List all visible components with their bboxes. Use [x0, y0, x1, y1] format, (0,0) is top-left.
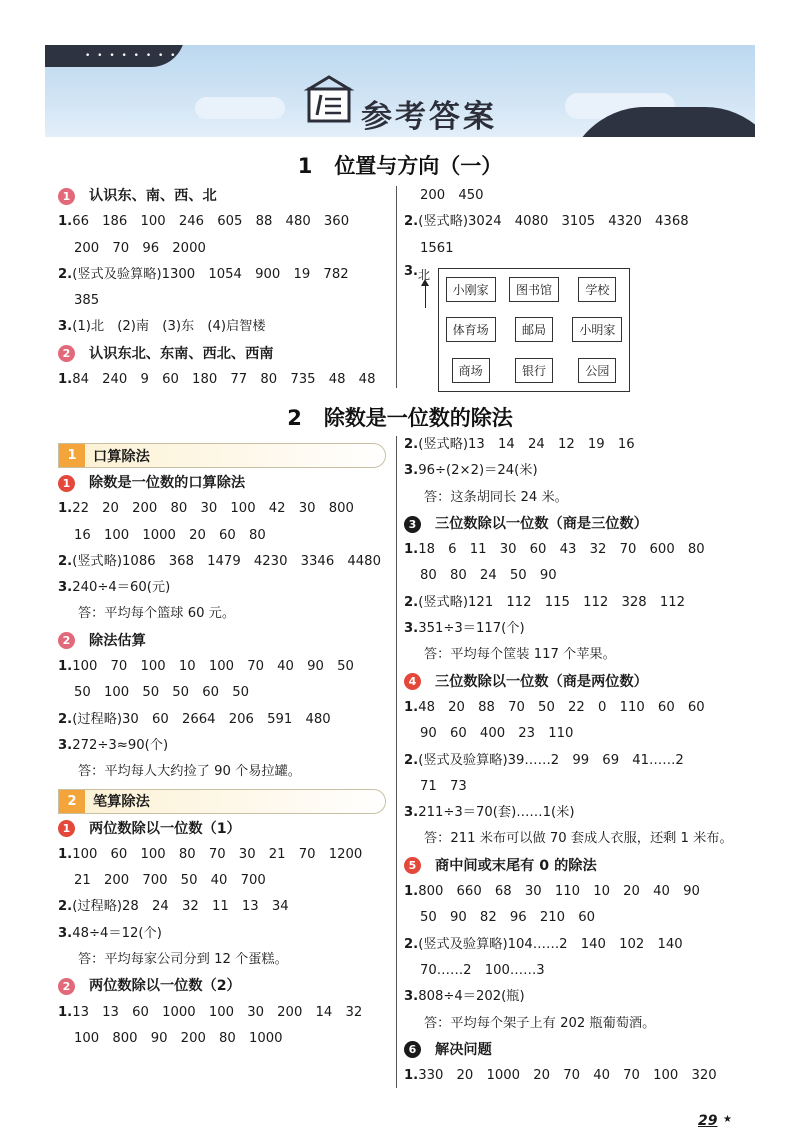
map-cell	[566, 350, 629, 391]
answer-line	[404, 209, 749, 235]
subsection-number-icon: 3	[404, 516, 421, 533]
question-number: 2.	[58, 266, 73, 282]
answer-text: 21 200 700 50 40 700	[74, 873, 266, 889]
question-number: 2.	[58, 711, 73, 727]
answer-line	[404, 721, 749, 747]
answer-line	[404, 879, 749, 905]
answer-line	[58, 523, 396, 549]
answer-line	[58, 654, 396, 680]
question-number: 1.	[404, 542, 419, 558]
answer-line	[404, 432, 749, 458]
subsection-heading	[404, 511, 749, 537]
answer-text: 800 660 68 30 110 10 20 40 90	[418, 884, 700, 900]
column-divider	[396, 186, 397, 388]
subsection-heading	[404, 1037, 749, 1063]
answer-text: (竖式略)121 112 115 112 328 112	[418, 594, 686, 610]
answer-line	[58, 367, 396, 393]
answer-text: 答：平均每个篮球 60 元。	[78, 606, 236, 622]
subsection-number-icon: 2	[58, 978, 75, 995]
north-label: 北	[418, 267, 431, 282]
subsection-heading	[404, 669, 749, 695]
answer-text: (竖式略)13 14 24 12 19 16	[418, 437, 635, 452]
chapter-2-title	[0, 402, 800, 432]
answer-line	[404, 905, 749, 931]
answer-line	[58, 549, 396, 575]
question-number: 3.	[404, 805, 419, 821]
subsection-number-icon: 4	[404, 673, 421, 690]
answer-text: 351÷3＝117(个)	[418, 621, 525, 637]
subsection-title: 两位数除以一位数（2）	[89, 978, 241, 995]
answer-line	[58, 575, 396, 601]
chapter-name: 除数是一位数的除法	[323, 406, 513, 430]
answer-line	[404, 616, 749, 642]
question-number: 1.	[58, 372, 73, 388]
banner-title: 参考答案	[361, 99, 497, 135]
answer-text: 答：211 米布可以做 70 套成人衣服，还剩 1 米布。	[424, 831, 733, 847]
page-number: 29	[698, 1113, 718, 1129]
answer-line	[404, 1063, 749, 1089]
answer-line	[404, 236, 749, 262]
question-number: 3.	[404, 989, 419, 1005]
question-number: 1.	[58, 214, 73, 230]
map-cell	[502, 310, 565, 351]
section-number: 2	[59, 790, 85, 813]
answer-sentence	[404, 1011, 749, 1037]
banner-dots-decoration: • • • • • • • •	[85, 51, 178, 61]
answer-sentence	[58, 759, 396, 785]
position-map	[404, 264, 749, 394]
question-number: 2.	[404, 437, 419, 452]
answer-text: (竖式略)1086 368 1479 4230 3346 4480	[72, 553, 381, 569]
answer-text: 330 20 1000 20 70 40 70 100 320	[418, 1068, 717, 1084]
answer-text: 211÷3＝70(套)……1(米)	[418, 805, 575, 821]
section-title: 笔算除法	[93, 794, 150, 811]
answer-text: (竖式略)3024 4080 3105 4320 4368	[418, 214, 689, 230]
question-number: 1.	[58, 501, 73, 517]
answer-line	[58, 680, 396, 706]
answer-line	[58, 209, 396, 235]
answer-text: 答：平均每个架子上有 202 瓶葡萄酒。	[424, 1015, 656, 1031]
answer-text: 48 20 88 70 50 22 0 110 60 60	[418, 699, 705, 715]
question-number: 1.	[58, 1004, 73, 1020]
subsection-title: 认识东北、东南、西北、西南	[89, 345, 274, 362]
answer-text: 200 70 96 2000	[74, 240, 206, 256]
question-number: 2.	[58, 553, 73, 569]
map-cell	[566, 269, 629, 310]
answer-sentence	[404, 826, 749, 852]
answer-line	[58, 314, 396, 340]
question-number: 2.	[404, 752, 419, 768]
map-place: 公园	[578, 358, 616, 383]
question-number: 1.	[404, 699, 419, 715]
map-cell	[566, 310, 629, 351]
subsection-heading	[58, 816, 396, 842]
answer-line	[404, 590, 749, 616]
subsection-heading	[58, 341, 396, 367]
question-number: 1.	[404, 1068, 419, 1084]
answer-line	[58, 842, 396, 868]
map-cell	[439, 350, 502, 391]
subsection-title: 除法估算	[89, 632, 146, 649]
answer-text: (竖式及验算略)39……2 99 69 41……2	[418, 752, 684, 768]
chapter-1-left-column	[58, 183, 396, 393]
answer-text: 13 13 60 1000 100 30 200 14 32	[72, 1004, 363, 1020]
map-cell	[502, 350, 565, 391]
answer-text: 66 186 100 246 605 88 480 360	[72, 214, 350, 230]
question-number: 3.	[58, 737, 73, 753]
chapter-1-right-lines	[404, 183, 749, 262]
subsection-title: 三位数除以一位数（商是三位数）	[435, 515, 648, 532]
chapter-1-right-column	[404, 183, 749, 394]
answer-text: 答：这条胡同长 24 米。	[424, 489, 568, 505]
answer-text: 240÷4＝60(元)	[72, 580, 171, 596]
question-number: 3.	[404, 621, 419, 637]
answer-line	[404, 537, 749, 563]
answer-line	[404, 800, 749, 826]
question-number: 3.	[58, 580, 73, 596]
answer-line	[404, 695, 749, 721]
answer-line	[58, 733, 396, 759]
answer-line	[404, 183, 749, 209]
map-grid	[438, 268, 630, 392]
answer-line	[404, 563, 749, 589]
chapter-2-left-column	[58, 440, 396, 1052]
map-question-number: 3.	[404, 263, 418, 279]
answer-text: (1)北 (2)南 (3)东 (4)启智楼	[72, 319, 266, 335]
question-number: 2.	[404, 594, 419, 610]
section-number: 1	[59, 444, 85, 467]
answer-line	[58, 894, 396, 920]
answer-text: 385	[74, 293, 100, 309]
map-place: 小明家	[572, 317, 622, 342]
map-place: 学校	[578, 277, 616, 302]
subsection-title: 三位数除以一位数（商是两位数）	[435, 673, 648, 690]
column-divider	[396, 436, 397, 1088]
subsection-number-icon: 2	[58, 345, 75, 362]
answer-text: 96÷(2×2)＝24(米)	[418, 463, 538, 479]
answer-text: 84 240 9 60 180 77 80 735 48 48	[72, 372, 376, 388]
answer-text: 200 450	[420, 188, 484, 203]
answer-line	[404, 774, 749, 800]
answer-text: 100 70 100 10 100 70 40 90 50	[72, 659, 354, 675]
answer-text: 808÷4＝202(瓶)	[418, 989, 525, 1005]
subsection-heading	[58, 628, 396, 654]
answer-text: 71 73	[420, 778, 467, 794]
answer-text: 100 800 90 200 80 1000	[74, 1030, 283, 1046]
subsection-heading	[58, 183, 396, 209]
answer-text: 16 100 1000 20 60 80	[74, 527, 266, 543]
banner-cloud-decoration	[195, 97, 285, 119]
map-place: 体育场	[446, 317, 496, 342]
chapter-number: 2	[287, 406, 302, 430]
answer-text: (竖式及验算略)1300 1054 900 19 782	[72, 266, 349, 282]
subsection-heading	[404, 853, 749, 879]
answer-line	[58, 288, 396, 314]
map-cell	[439, 269, 502, 310]
subsection-number-icon: 2	[58, 632, 75, 649]
chapter-name: 位置与方向（一）	[334, 154, 503, 178]
answer-text: 80 80 24 50 90	[420, 568, 557, 584]
question-number: 2.	[58, 899, 73, 915]
section-tab	[58, 789, 386, 814]
question-number: 1.	[58, 659, 73, 675]
subsection-number-icon: 1	[58, 820, 75, 837]
subsection-number-icon: 6	[404, 1041, 421, 1058]
answer-text: 答：平均每家公司分到 12 个蛋糕。	[78, 952, 288, 968]
answer-line	[404, 984, 749, 1010]
question-number: 2.	[404, 214, 419, 230]
answer-sentence	[58, 601, 396, 627]
answer-sentence	[404, 642, 749, 668]
subsection-number-icon: 5	[404, 857, 421, 874]
subsection-title: 解决问题	[435, 1041, 492, 1058]
answer-line	[58, 236, 396, 262]
answer-line	[58, 921, 396, 947]
answer-text: 1561	[420, 240, 454, 256]
answer-text: (竖式及验算略)104……2 140 102 140	[418, 936, 683, 952]
chapter-number: 1	[297, 154, 313, 178]
star-icon: ★	[723, 1114, 732, 1125]
question-number: 3.	[404, 463, 419, 479]
subsection-heading	[58, 973, 396, 999]
answer-line	[58, 1026, 396, 1052]
subsection-title: 认识东、南、西、北	[89, 188, 217, 204]
answer-text: 70……2 100……3	[420, 962, 545, 978]
question-number: 1.	[58, 846, 73, 862]
question-number: 1.	[404, 884, 419, 900]
answer-sentence	[58, 947, 396, 973]
subsection-heading	[58, 470, 396, 496]
answer-text: 50 100 50 50 60 50	[74, 685, 250, 701]
answer-text: 272÷3≈90(个)	[72, 737, 169, 753]
map-place: 小刚家	[446, 277, 496, 302]
answer-line	[404, 958, 749, 984]
answer-text: 100 60 100 80 70 30 21 70 1200	[72, 846, 363, 862]
map-cell	[439, 310, 502, 351]
answer-line	[58, 707, 396, 733]
answer-text: 22 20 200 80 30 100 42 30 800	[72, 501, 354, 517]
answer-text: 答：平均每人大约捡了 90 个易拉罐。	[78, 764, 301, 780]
answer-line	[404, 932, 749, 958]
answer-line	[404, 458, 749, 484]
map-cell	[502, 269, 565, 310]
answer-line	[404, 748, 749, 774]
question-number: 3.	[58, 319, 73, 335]
answer-text: 48÷4＝12(个)	[72, 925, 162, 941]
answer-line	[58, 262, 396, 288]
north-arrow-icon	[425, 284, 426, 308]
answer-line	[58, 868, 396, 894]
question-number: 2.	[404, 936, 419, 952]
section-title: 口算除法	[93, 448, 150, 465]
answer-text: 答：平均每个筐装 117 个苹果。	[424, 647, 616, 663]
question-number: 3.	[58, 925, 73, 941]
answer-line	[58, 1000, 396, 1026]
subsection-number-icon: 1	[58, 188, 75, 205]
subsection-title: 商中间或末尾有 0 的除法	[435, 857, 597, 874]
header-banner	[45, 45, 755, 137]
map-place: 图书馆	[509, 277, 559, 302]
map-place: 邮局	[515, 317, 553, 342]
answer-text: (过程略)30 60 2664 206 591 480	[72, 711, 331, 727]
answer-sentence	[404, 485, 749, 511]
map-place: 商场	[452, 358, 490, 383]
answer-book-icon	[301, 75, 357, 123]
section-tab	[58, 443, 386, 468]
subsection-number-icon: 1	[58, 475, 75, 492]
answer-text: (过程略)28 24 32 11 13 34	[72, 899, 289, 915]
answer-text: 18 6 11 30 60 43 32 70 600 80	[418, 542, 705, 558]
chapter-1-title	[0, 150, 800, 180]
map-place: 银行	[515, 358, 553, 383]
chapter-2-right-column	[404, 432, 749, 1089]
subsection-title: 除数是一位数的口算除法	[89, 475, 246, 491]
answer-text: 50 90 82 96 210 60	[420, 910, 596, 926]
subsection-title: 两位数除以一位数（1）	[89, 820, 241, 837]
answer-text: 90 60 400 23 110	[420, 726, 574, 742]
answer-line	[58, 496, 396, 522]
